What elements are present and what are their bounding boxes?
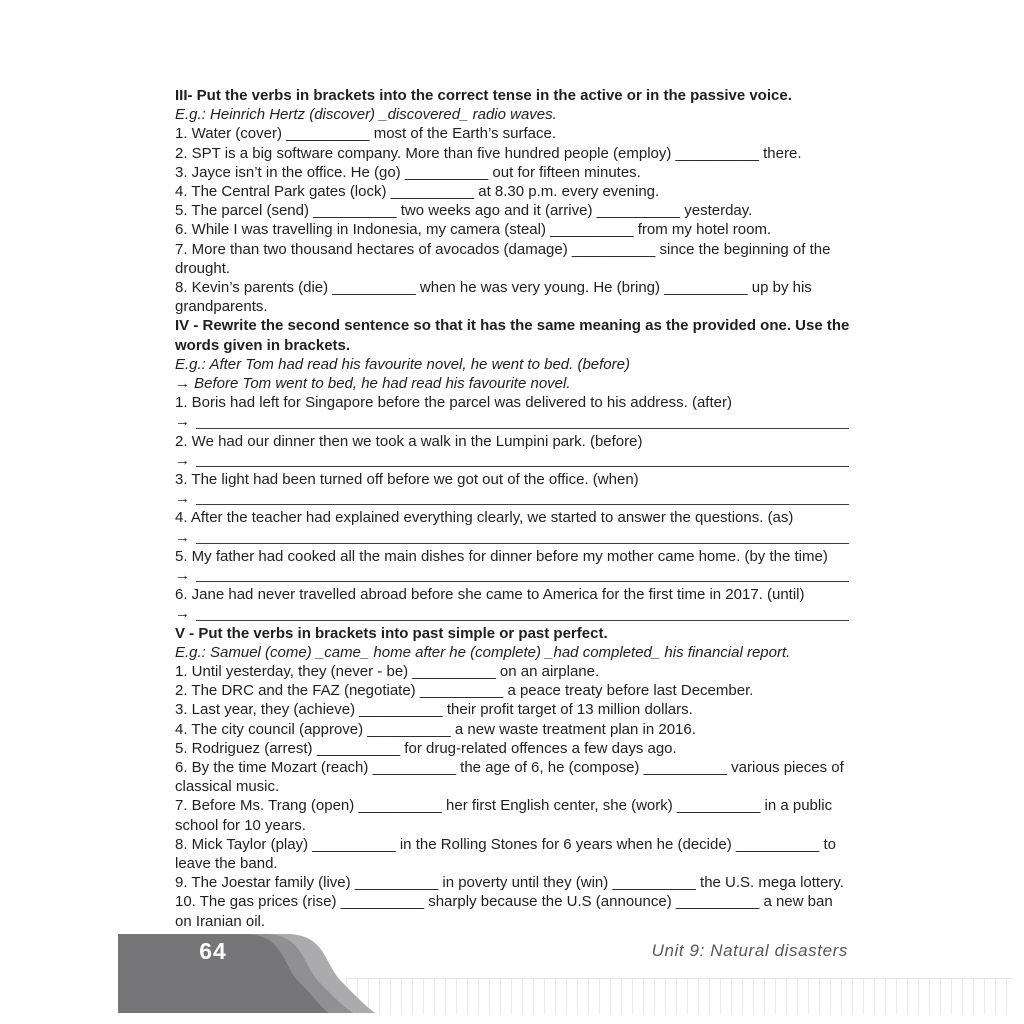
exercise-item: 8. Kevin’s parents (die) __________ when he was very young. He (bring) __________ up by his grandparents. [175, 279, 812, 316]
answer-blank-rule [196, 503, 849, 505]
worksheet-body [175, 86, 851, 931]
section-iv-example-rewrite: → Before Tom went to bed, he had read his favourite novel. [175, 375, 571, 393]
unit-title: Unit 9: Natural disasters [651, 941, 848, 960]
answer-line [175, 451, 851, 470]
arrow-icon: → [175, 605, 190, 623]
exercise-item: 3. The light had been turned off before we got out of the office. (when) [175, 471, 639, 489]
arrow-icon: → [175, 413, 190, 431]
exercise-item: 8. Mick Taylor (play) __________ in the Rolling Stones for 6 years when he (decide) __________ to leave the band. [175, 835, 836, 873]
answer-line [175, 528, 851, 547]
section-iv-example-source: E.g.: After Tom had read his favourite novel, he went to bed. (before) [175, 355, 630, 373]
arrow-icon: → [175, 528, 190, 546]
exercise-item: 2. We had our dinner then we took a walk in the Lumpini park. (before) [175, 432, 643, 450]
exercise-item: 3. Last year, they (achieve) __________ their profit target of 13 million dollars. [175, 701, 693, 719]
exercise-item: 6. By the time Mozart (reach) __________ the age of 6, he (compose) __________ various pieces of classical music. [175, 759, 844, 796]
exercise-item: 4. The Central Park gates (lock) __________ at 8.30 p.m. every evening. [175, 183, 660, 201]
exercise-item: 7. More than two thousand hectares of avocados (damage) __________ since the beginning of the drought. [175, 240, 831, 277]
answer-blank-rule [196, 427, 849, 429]
answer-line [175, 412, 851, 431]
exercise-item: 7. Before Ms. Trang (open) __________ her first English center, she (work) __________ in a public school for 10 years. [175, 797, 833, 834]
section-v-example: E.g.: Samuel (come) _came_ home after he (complete) _had completed_ his financial report. [175, 643, 791, 661]
answer-blank-rule [196, 619, 849, 621]
exercise-item: 1. Until yesterday, they (never - be) __________ on an airplane. [175, 663, 600, 680]
exercise-item: 4. The city council (approve) __________ a new waste treatment plan in 2016. [175, 720, 696, 738]
answer-line [175, 604, 851, 623]
exercise-item: 5. Rodriguez (arrest) __________ for drug-related offences a few days ago. [175, 739, 677, 757]
arrow-icon: → [175, 567, 190, 584]
exercise-item: 4. After the teacher had explained everything clearly, we started to answer the questions. (as) [175, 509, 794, 527]
footer-stripe-pattern [346, 978, 1012, 1014]
exercise-item: 9. The Joestar family (live) __________ in poverty until they (win) __________ the U.S. mega lottery. [175, 874, 844, 892]
arrow-icon: → [175, 490, 190, 508]
exercise-item: 2. The DRC and the FAZ (negotiate) __________ a peace treaty before last December. [175, 682, 754, 700]
section-iv [175, 316, 851, 623]
section-iii-heading: III- Put the verbs in brackets into the correct tense in the active or in the passive voice. [175, 87, 792, 104]
section-iv-heading: IV - Rewrite the second sentence so that it has the same meaning as the provided one. Use the words given in brackets. [175, 317, 850, 354]
exercise-item: 3. Jayce isn’t in the office. He (go) __________ out for fifteen minutes. [175, 163, 641, 181]
exercise-item: 6. While I was travelling in Indonesia, my camera (steal) __________ from my hotel room. [175, 221, 772, 239]
exercise-item: 1. Water (cover) __________ most of the Earth’s surface. [175, 125, 557, 143]
exercise-item: 1. Boris had left for Singapore before the parcel was delivered to his address. (after) [175, 394, 732, 412]
answer-line [175, 566, 851, 585]
exercise-item: 5. My father had cooked all the main dishes for dinner before my mother came home. (by the time) [175, 547, 828, 565]
exercise-item: 5. The parcel (send) __________ two weeks ago and it (arrive) __________ yesterday. [175, 202, 753, 220]
answer-blank-rule [196, 465, 849, 467]
exercise-item: 10. The gas prices (rise) __________ sharply because the U.S (announce) __________ a new ban on Iranian oil. [175, 893, 833, 930]
exercise-item: 2. SPT is a big software company. More than five hundred people (employ) __________ there. [175, 144, 802, 162]
exercise-item: 6. Jane had never travelled abroad before she came to America for the first time in 2017. (until) [175, 586, 805, 604]
answer-blank-rule [196, 542, 849, 544]
section-v [175, 624, 851, 931]
page-number: 64 [199, 938, 227, 964]
section-iii-example: E.g.: Heinrich Hertz (discover) _discovered_ radio waves. [175, 106, 557, 124]
section-v-heading: V - Put the verbs in brackets into past simple or past perfect. [175, 624, 608, 642]
arrow-icon: → [175, 451, 190, 469]
section-iii [175, 86, 851, 316]
answer-line [175, 489, 851, 508]
answer-blank-rule [196, 580, 849, 582]
